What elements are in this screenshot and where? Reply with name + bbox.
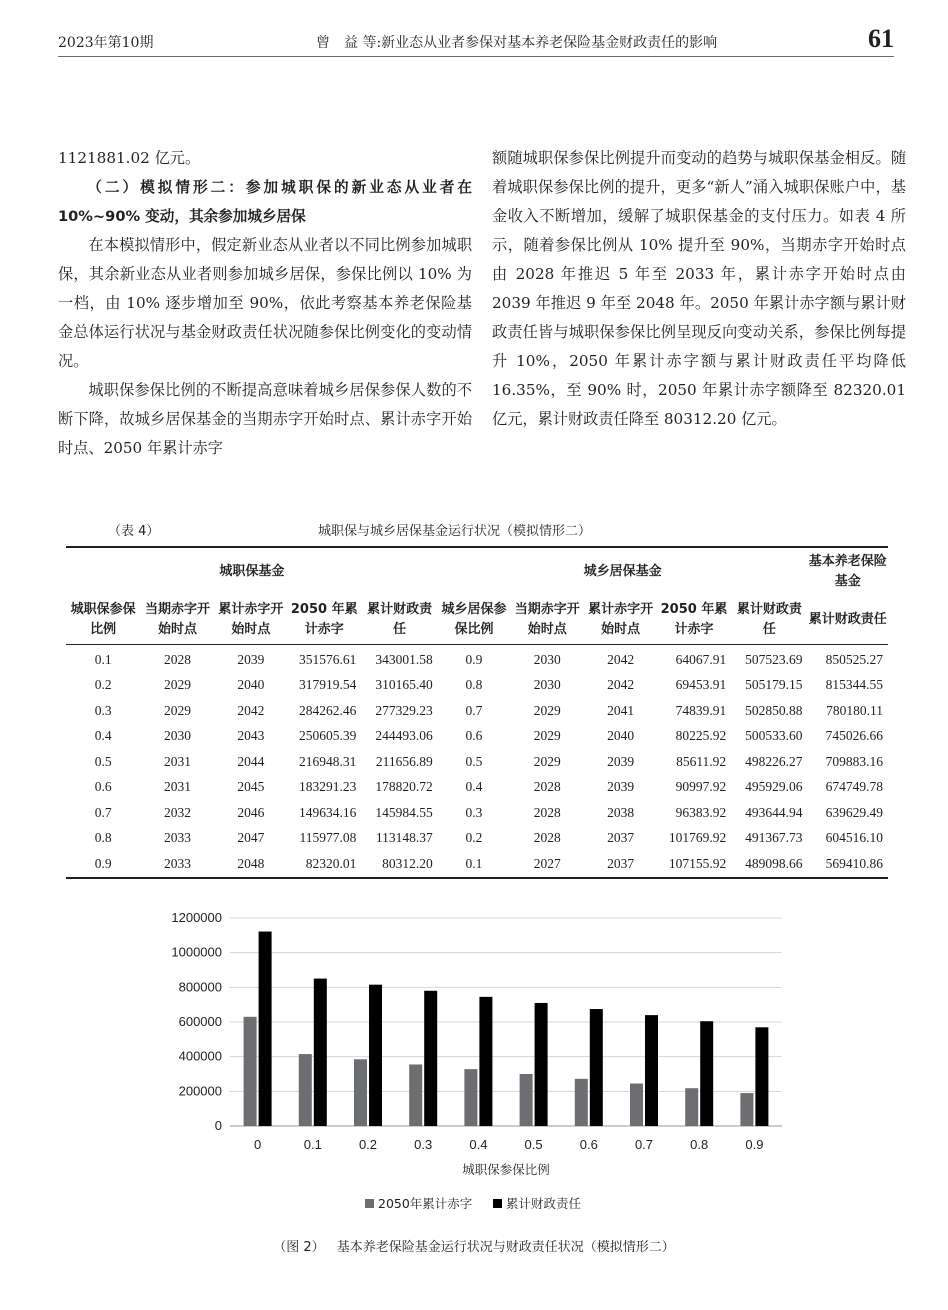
table-cell: 250605.39: [299, 728, 357, 744]
table-cell: 90997.92: [675, 779, 727, 795]
table-cell: 0.9: [465, 651, 483, 667]
group-header-urban-employee: 城职保基金: [219, 564, 285, 579]
table-cell: 284262.46: [299, 702, 357, 718]
table-cell: 0.8: [465, 677, 483, 693]
table-cell: 85611.92: [676, 753, 727, 769]
x-tick-label: 0.5: [524, 1137, 543, 1152]
x-tick-label: 0: [253, 1137, 262, 1152]
table-cell: 0.1: [94, 651, 112, 667]
table-cell: 2039: [237, 651, 265, 667]
table-cell: 216948.31: [299, 753, 357, 769]
x-tick-label: 0.2: [358, 1137, 378, 1152]
table-cell: 489098.66: [745, 855, 803, 871]
y-tick-label: 0: [214, 1118, 222, 1133]
table-cell: 2028: [164, 651, 192, 667]
table-cell: 674749.78: [825, 779, 883, 795]
bar-cumulative-deficit: [354, 1059, 367, 1126]
x-tick-label: 0.9: [745, 1137, 764, 1152]
table-cell: 115977.08: [299, 830, 357, 846]
bar-cumulative-deficit: [740, 1093, 753, 1126]
table-cell: 2028: [533, 804, 561, 820]
group-header-urban-rural: 城乡居保基金: [583, 564, 662, 579]
bar-fiscal-responsibility: [590, 1009, 603, 1126]
table-cell: 101769.92: [668, 830, 727, 846]
table-row: [66, 724, 888, 750]
table-number: （表 4）: [108, 524, 160, 539]
bar-cumulative-deficit: [685, 1088, 698, 1126]
table-cell: 2029: [533, 753, 561, 769]
table-cell: 310165.40: [375, 677, 433, 693]
table-cell: 2046: [237, 804, 265, 820]
table-cell: 2041: [607, 702, 635, 718]
table-cell: 0.3: [94, 702, 112, 718]
table-cell: 2040: [237, 677, 265, 693]
table-cell: 343001.58: [375, 651, 433, 667]
table-cell: 498226.27: [745, 753, 803, 769]
table-row: [66, 673, 888, 699]
y-tick-label: 1200000: [171, 910, 222, 925]
paragraph: 城职保参保比例的不断提高意味着城乡居保参保人数的不断下降，故城乡居保基金的当期赤字开始时点、累计赤字开始时点、2050 年累计赤字: [58, 381, 472, 457]
table-cell: 113148.37: [375, 830, 433, 846]
table-cell: 850525.27: [825, 651, 883, 667]
x-tick-label: 0.1: [303, 1137, 322, 1152]
table-cell: 0.9: [94, 855, 112, 871]
data-table: [66, 546, 888, 879]
table-row: [66, 851, 888, 878]
figure-title: 基本养老保险基金运行状况与财政责任状况（模拟情形二）: [336, 1240, 675, 1255]
table-cell: 604516.10: [825, 830, 883, 846]
table-caption: [66, 520, 886, 540]
legend-swatch-cumulative-deficit: [365, 1199, 374, 1208]
table-cell: 2033: [164, 855, 192, 871]
table-cell: 505179.15: [745, 677, 803, 693]
table-cell: 2042: [607, 651, 635, 667]
table-cell: 2037: [607, 830, 635, 846]
column-header: 2050 年累计赤字: [660, 602, 728, 637]
table-cell: 780180.11: [826, 702, 883, 718]
bar-chart: [130, 896, 830, 1226]
table-cell: 0.2: [94, 677, 112, 693]
table-row: [66, 826, 888, 852]
table-cell: 493644.94: [745, 804, 803, 820]
right-text-column: [492, 144, 906, 434]
table-cell: 145984.55: [375, 804, 433, 820]
table-cell: 0.6: [465, 728, 483, 744]
table-cell: 2029: [533, 702, 561, 718]
table-cell: 107155.92: [668, 855, 727, 871]
table-cell: 149634.16: [299, 804, 357, 820]
bar-cumulative-deficit: [464, 1069, 477, 1126]
table-cell: 80225.92: [675, 728, 727, 744]
x-tick-label: 0.6: [579, 1137, 598, 1152]
table-cell: 2045: [237, 779, 265, 795]
table-cell: 2030: [533, 651, 561, 667]
table-cell: 64067.91: [675, 651, 727, 667]
table-cell: 500533.60: [745, 728, 803, 744]
y-tick-label: 400000: [178, 1048, 222, 1064]
group-header-basic-pension: 基本养老保险基金: [808, 554, 887, 589]
legend-label: 2050年累计赤字: [378, 1196, 473, 1211]
journal-issue: 2023年第10期: [58, 35, 154, 51]
y-tick-label: 600000: [178, 1014, 222, 1029]
table-cell: 2030: [533, 677, 561, 693]
table-cell: 277329.23: [375, 702, 433, 718]
page-number: 61: [868, 24, 894, 53]
table-cell: 2044: [237, 753, 265, 769]
table-cell: 2039: [607, 753, 635, 769]
figure-number: （图 2）: [273, 1240, 325, 1255]
bar-cumulative-deficit: [630, 1084, 643, 1126]
bar-fiscal-responsibility: [645, 1015, 658, 1126]
bar-fiscal-responsibility: [479, 997, 492, 1126]
left-text-column: [58, 144, 472, 463]
bar-cumulative-deficit: [575, 1079, 588, 1126]
table-cell: 745026.66: [825, 728, 883, 744]
x-tick-label: 0.8: [690, 1137, 709, 1152]
table-cell: 0.4: [94, 728, 112, 744]
column-header: 城乡居保参保比例: [441, 602, 507, 637]
bar-cumulative-deficit: [299, 1054, 312, 1126]
table-cell: 351576.61: [299, 651, 357, 667]
table-cell: 211656.89: [375, 753, 433, 769]
table-cell: 2037: [607, 855, 635, 871]
table-cell: 0.4: [465, 779, 483, 795]
table-cell: 74839.91: [675, 702, 727, 718]
x-tick-label: 0.4: [469, 1137, 488, 1152]
legend-label: 累计财政责任: [506, 1196, 582, 1211]
table-title: 城职保与城乡居保基金运行状况（模拟情形二）: [318, 524, 592, 539]
table-cell: 2032: [164, 804, 192, 820]
table-cell: 639629.49: [825, 804, 883, 820]
table-cell: 507523.69: [745, 651, 803, 667]
column-header: 累计赤字开始时点: [588, 602, 654, 637]
table-cell: 80312.20: [382, 855, 433, 871]
running-title: 曾 益 等:新业态从业者参保对基本养老保险基金财政责任的影响: [316, 35, 718, 51]
table-cell: 2042: [607, 677, 635, 693]
table-cell: 502850.88: [745, 702, 803, 718]
table-cell: 2028: [533, 779, 561, 795]
paragraph-continuation: 额随城职保参保比例提升而变动的趋势与城职保基金相反。随着城职保参保比例的提升，更多“新人”涌入城职保账户中，基金收入不断增加，缓解了城职保基金的支付压力。如表 4 所示，随着参保比例从 10% 提升至 90%，当期赤字开始时点由 2028 年推迟 5 年至 2033 年，累计赤字开始时点由 2039 年推迟 9 年至 2048 年。2050 年累计赤字额与累计财政责任皆与城职保参保比例呈现反向变动关系，参保比例每提升 10%，2050 年累计赤字额与累计财政责任平均降低 16.35%，至 90% 时，2050 年累计赤字额降至 82320.01 亿元，累计财政责任降至 80312.20 亿元。: [492, 149, 906, 428]
table-cell: 2038: [607, 804, 635, 820]
table-cell: 0.3: [465, 804, 483, 820]
column-header: 2050 年累计赤字: [290, 602, 358, 637]
paragraph: 在本模拟情形中，假定新业态从业者以不同比例参加城职保，其余新业态从业者则参加城乡居保，参保比例以 10% 为一档，由 10% 逐步增加至 90%，依此考察基本养老保险基金总体运行状况与基金财政责任状况随参保比例变化的变动情况。: [58, 236, 472, 370]
bar-fiscal-responsibility: [700, 1021, 713, 1126]
column-header: 累计财政责任: [736, 602, 802, 637]
section-heading: （二）模拟情形二：参加城职保的新业态从业者在 10%~90% 变动，其余参加城乡居保: [58, 179, 472, 225]
y-tick-label: 200000: [178, 1083, 222, 1099]
figure-caption: [0, 1236, 948, 1255]
table-cell: 183291.23: [299, 779, 357, 795]
table-cell: 0.2: [465, 830, 483, 846]
table-cell: 2028: [533, 830, 561, 846]
column-header: 累计财政责任: [808, 612, 887, 627]
bar-fiscal-responsibility: [369, 985, 382, 1126]
column-header: 累计财政责任: [367, 602, 433, 637]
table-cell: 2027: [533, 855, 561, 871]
y-tick-label: 800000: [178, 979, 222, 995]
table-cell: 0.5: [94, 753, 112, 769]
table-cell: 244493.06: [375, 728, 433, 744]
bar-fiscal-responsibility: [755, 1027, 768, 1126]
table-row: [66, 698, 888, 724]
table-cell: 0.6: [94, 779, 112, 795]
table-cell: 2039: [607, 779, 635, 795]
table-cell: 0.7: [465, 702, 483, 718]
bar-fiscal-responsibility: [424, 991, 437, 1126]
page-header: [58, 22, 894, 56]
table-cell: 0.1: [465, 855, 483, 871]
table-cell: 317919.54: [299, 677, 357, 693]
column-header: 当期赤字开始时点: [514, 602, 580, 637]
table-cell: 82320.01: [305, 855, 357, 871]
table-row: [66, 645, 888, 673]
bar-cumulative-deficit: [520, 1074, 533, 1126]
table-cell: 2029: [533, 728, 561, 744]
x-axis-title: 城职保参保比例: [462, 1162, 550, 1177]
table-cell: 0.5: [465, 753, 483, 769]
table-cell: 491367.73: [745, 830, 803, 846]
bar-fiscal-responsibility: [535, 1003, 548, 1126]
column-header: 当期赤字开始时点: [145, 602, 211, 637]
table-cell: 2047: [237, 830, 265, 846]
table-row: [66, 775, 888, 801]
bar-fiscal-responsibility: [259, 932, 272, 1126]
table-cell: 2030: [164, 728, 192, 744]
column-header: 累计赤字开始时点: [218, 602, 284, 637]
table-cell: 2029: [164, 702, 192, 718]
bar-cumulative-deficit: [244, 1017, 257, 1126]
table-cell: 2042: [237, 702, 265, 718]
x-tick-label: 0.7: [634, 1137, 654, 1152]
header-rule: [58, 56, 894, 57]
legend-swatch-fiscal-responsibility: [493, 1199, 502, 1208]
table-cell: 2031: [164, 753, 192, 769]
bar-fiscal-responsibility: [314, 979, 327, 1126]
table-cell: 0.8: [94, 830, 112, 846]
table-cell: 709883.16: [825, 753, 883, 769]
table-cell: 178820.72: [375, 779, 433, 795]
table-cell: 2048: [237, 855, 265, 871]
table-cell: 2040: [607, 728, 635, 744]
y-tick-label: 1000000: [171, 944, 222, 960]
table-cell: 69453.91: [675, 677, 727, 693]
table-cell: 2031: [164, 779, 192, 795]
table-cell: 815344.55: [825, 677, 883, 693]
bar-cumulative-deficit: [409, 1064, 422, 1126]
table-cell: 96383.92: [675, 804, 727, 820]
table-cell: 0.7: [94, 804, 112, 820]
table-cell: 495929.06: [745, 779, 803, 795]
table-cell: 569410.86: [825, 855, 883, 871]
table-cell: 2043: [237, 728, 265, 744]
paragraph-continuation: 1121881.02 亿元。: [58, 149, 201, 167]
table-row: [66, 800, 888, 826]
table-row: [66, 749, 888, 775]
column-header: 城职保参保比例: [70, 602, 136, 637]
x-tick-label: 0.3: [414, 1137, 433, 1152]
table-cell: 2029: [164, 677, 192, 693]
table-cell: 2033: [164, 830, 192, 846]
